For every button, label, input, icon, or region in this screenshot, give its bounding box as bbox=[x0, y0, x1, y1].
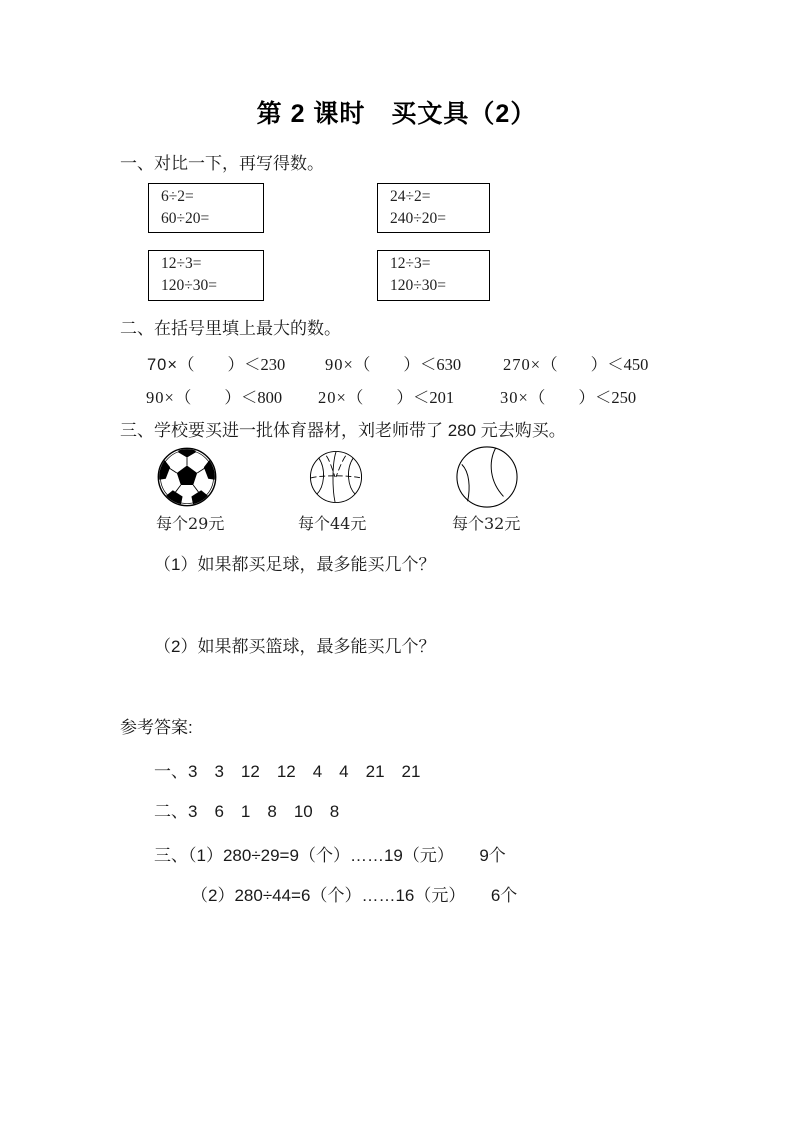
soccer-price-label: 每个29元 bbox=[156, 514, 225, 533]
inequality-rest: （ ）＜201 bbox=[346, 388, 455, 407]
volleyball-price-label: 每个32元 bbox=[452, 514, 521, 533]
division-box-4 bbox=[377, 250, 490, 301]
inequality-rest: （ ）＜250 bbox=[528, 388, 637, 407]
inequality-factor: 20× bbox=[318, 388, 347, 407]
inequality-factor: 70× bbox=[147, 356, 178, 374]
answer-line-section3-q2: （2）280÷44=6（个）……16（元） 6个 bbox=[191, 886, 518, 905]
inequality-rest: （ ）＜230 bbox=[178, 355, 286, 374]
volleyball-image bbox=[455, 445, 519, 509]
inequality-item bbox=[147, 351, 285, 375]
inequality-item bbox=[325, 351, 461, 375]
answer-line-section1: 一、3 3 12 12 4 4 21 21 bbox=[154, 762, 421, 781]
inequality-rest: （ ）＜800 bbox=[174, 388, 283, 407]
inequality-item bbox=[503, 351, 648, 375]
division-expression: 12÷3= bbox=[390, 255, 431, 272]
inequality-factor: 90× bbox=[325, 355, 354, 374]
answer-line-section2: 二、3 6 1 8 10 8 bbox=[154, 802, 340, 821]
division-expression: 120÷30= bbox=[161, 277, 217, 294]
division-box-3 bbox=[148, 250, 264, 301]
division-expression: 60÷20= bbox=[161, 210, 210, 227]
inequality-rest: （ ）＜450 bbox=[541, 355, 649, 374]
inequality-factor: 30× bbox=[500, 388, 529, 407]
division-box-2 bbox=[377, 183, 490, 233]
section3-heading: 三、学校要买进一批体育器材，刘老师带了 280 元去购买。 bbox=[120, 421, 566, 440]
inequality-item bbox=[318, 384, 454, 408]
division-expression: 6÷2= bbox=[161, 188, 194, 205]
division-expression: 24÷2= bbox=[390, 188, 431, 205]
basketball-price-label: 每个44元 bbox=[298, 514, 367, 533]
division-expression: 240÷20= bbox=[390, 210, 446, 227]
soccer-ball-icon bbox=[156, 446, 218, 508]
basketball-image bbox=[309, 450, 363, 504]
inequality-factor: 270× bbox=[503, 355, 542, 374]
answers-heading: 参考答案: bbox=[120, 718, 193, 737]
section1-heading: 一、对比一下，再写得数。 bbox=[120, 154, 324, 173]
question-2: （2）如果都买篮球，最多能买几个？ bbox=[154, 637, 436, 656]
volleyball-icon bbox=[455, 445, 519, 509]
division-box-1 bbox=[148, 183, 264, 233]
inequality-rest: （ ）＜630 bbox=[353, 355, 462, 374]
page-title: 第 2 课时 买文具（2） bbox=[256, 100, 537, 128]
inequality-item bbox=[146, 384, 282, 408]
answer-line-section3-q1: 三、（1）280÷29=9（个）……19（元） 9个 bbox=[154, 846, 506, 865]
division-expression: 120÷30= bbox=[390, 277, 446, 294]
division-expression: 12÷3= bbox=[161, 255, 202, 272]
section2-heading: 二、在括号里填上最大的数。 bbox=[120, 319, 341, 338]
basketball-icon bbox=[309, 450, 363, 504]
question-1: （1）如果都买足球，最多能买几个？ bbox=[154, 555, 436, 574]
inequality-item bbox=[500, 384, 636, 408]
inequality-factor: 90× bbox=[146, 388, 175, 407]
soccer-ball-image bbox=[156, 446, 218, 508]
